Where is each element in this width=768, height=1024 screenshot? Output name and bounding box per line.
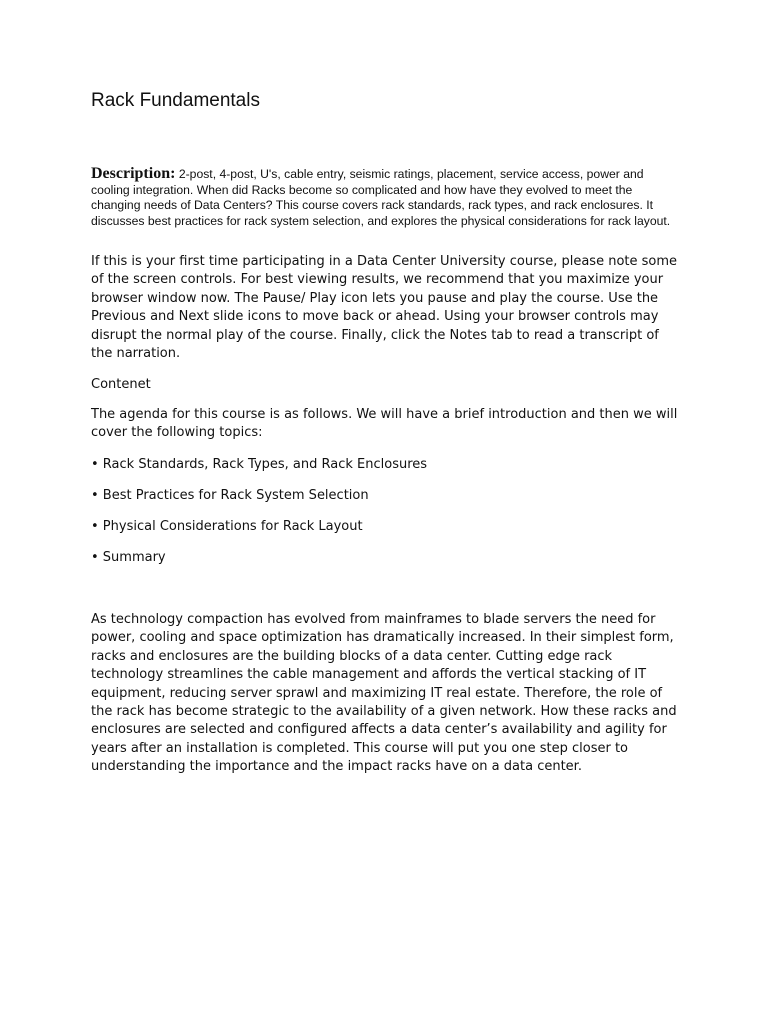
agenda-list: [91, 456, 427, 580]
agenda-item: • Physical Considerations for Rack Layout: [91, 519, 363, 534]
closing-paragraph: As technology compaction has evolved from mainframes to blade servers the need for power, cooling and space optimization has dramatically increased. In their simplest form, racks and enclosures are the building blocks of a data center. Cutting edge rack technology streamlines the cable management and affords the vertical stacking of IT equipment, reducing server sprawl and maximizing IT real estate. Therefore, the role of the rack has become strategic to the availability of a given network. How these racks and enclosures are selected and configured affects a data center’s availability and agility for years after an installation is completed. This course will put you one step closer to understanding the importance and the impact racks have on a data center.: [91, 612, 677, 775]
description-paragraph: [91, 166, 681, 229]
agenda-item: • Best Practices for Rack System Selection: [91, 488, 369, 503]
document-title: Rack Fundamentals: [91, 90, 260, 111]
content-heading: Contenet: [91, 377, 151, 392]
intro-paragraph: If this is your first time participating in a Data Center University course, please note some of the screen controls. For best viewing results, we recommend that you maximize your browser window now. The Pause/ Play icon lets you pause and play the course. Use the Previous and Next slide icons to move back or ahead. Using your browser controls may disrupt the normal play of the course. Finally, click the Notes tab to read a transcript of the narration.: [91, 254, 678, 362]
description-label: Description:: [91, 165, 176, 182]
description-text: 2-post, 4-post, U's, cable entry, seismic ratings, placement, service access, power and cooling integration. When did Racks become so complicated and how have they evolved to meet the changing needs of Data Centers? This course covers rack standards, rack types, and rack enclosures. It discusses best practices for rack system selection, and explores the physical considerations for rack layout.: [91, 167, 671, 228]
agenda-item: • Summary: [91, 550, 166, 565]
agenda-item: • Rack Standards, Rack Types, and Rack Enclosures: [91, 457, 428, 472]
agenda-paragraph: The agenda for this course is as follows. We will have a brief introduction and then we will cover the following topics:: [91, 407, 678, 441]
